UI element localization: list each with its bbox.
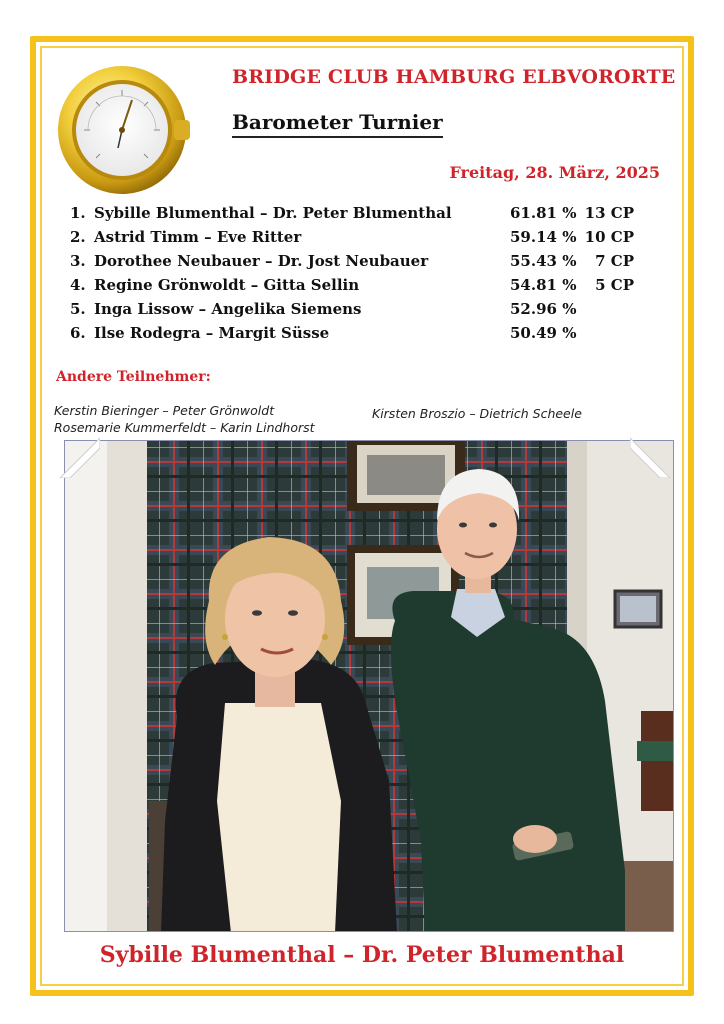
rank: 1. [70, 204, 86, 222]
score: 61.81 % [510, 204, 577, 222]
rank: 4. [70, 276, 86, 294]
winners-photo [64, 440, 674, 932]
result-row [70, 252, 670, 276]
rank: 6. [70, 324, 86, 342]
results-list [70, 204, 670, 348]
rank: 2. [70, 228, 86, 246]
photo-corner-top-left [56, 434, 100, 478]
pair-names: Astrid Timm – Eve Ritter [94, 228, 302, 246]
score: 54.81 % [510, 276, 577, 294]
score: 55.43 % [510, 252, 577, 270]
cp-points: 7 CP [595, 252, 634, 270]
result-row [70, 204, 670, 228]
photo-caption: Sybille Blumenthal – Dr. Peter Blumenthal [99, 942, 625, 968]
rank: 3. [70, 252, 86, 270]
other-participants-label: Andere Teilnehmer: [56, 369, 211, 385]
result-row [70, 300, 670, 324]
pair-names: Inga Lissow – Angelika Siemens [94, 300, 362, 318]
tournament-title: Barometer Turnier [232, 110, 443, 138]
score: 59.14 % [510, 228, 577, 246]
cp-points: 5 CP [595, 276, 634, 294]
result-row [70, 324, 670, 348]
club-title: BRIDGE CLUB HAMBURG ELBVORORTE [232, 66, 676, 88]
participant-pair: Kerstin Bieringer – Peter Grönwoldt [54, 403, 275, 418]
result-row [70, 228, 670, 252]
photo-illustration [65, 441, 674, 932]
pair-names: Regine Grönwoldt – Gitta Sellin [94, 276, 360, 294]
score: 52.96 % [510, 300, 577, 318]
other-participants-right [372, 405, 582, 422]
tournament-date: Freitag, 28. März, 2025 [449, 163, 660, 182]
rank: 5. [70, 300, 86, 318]
participant-pair: Rosemarie Kummerfeldt – Karin Lindhorst [54, 420, 315, 435]
other-participants-left [54, 402, 315, 436]
result-row [70, 276, 670, 300]
score: 50.49 % [510, 324, 577, 342]
barometer-icon [56, 62, 192, 198]
participant-pair: Kirsten Broszio – Dietrich Scheele [372, 406, 582, 421]
pair-names: Ilse Rodegra – Margit Süsse [94, 324, 330, 342]
cp-points: 10 CP [584, 228, 634, 246]
photo-corner-top-right [630, 434, 674, 478]
pair-names: Dorothee Neubauer – Dr. Jost Neubauer [94, 252, 429, 270]
pair-names: Sybille Blumenthal – Dr. Peter Blumenthal [94, 204, 452, 222]
cp-points: 13 CP [584, 204, 634, 222]
